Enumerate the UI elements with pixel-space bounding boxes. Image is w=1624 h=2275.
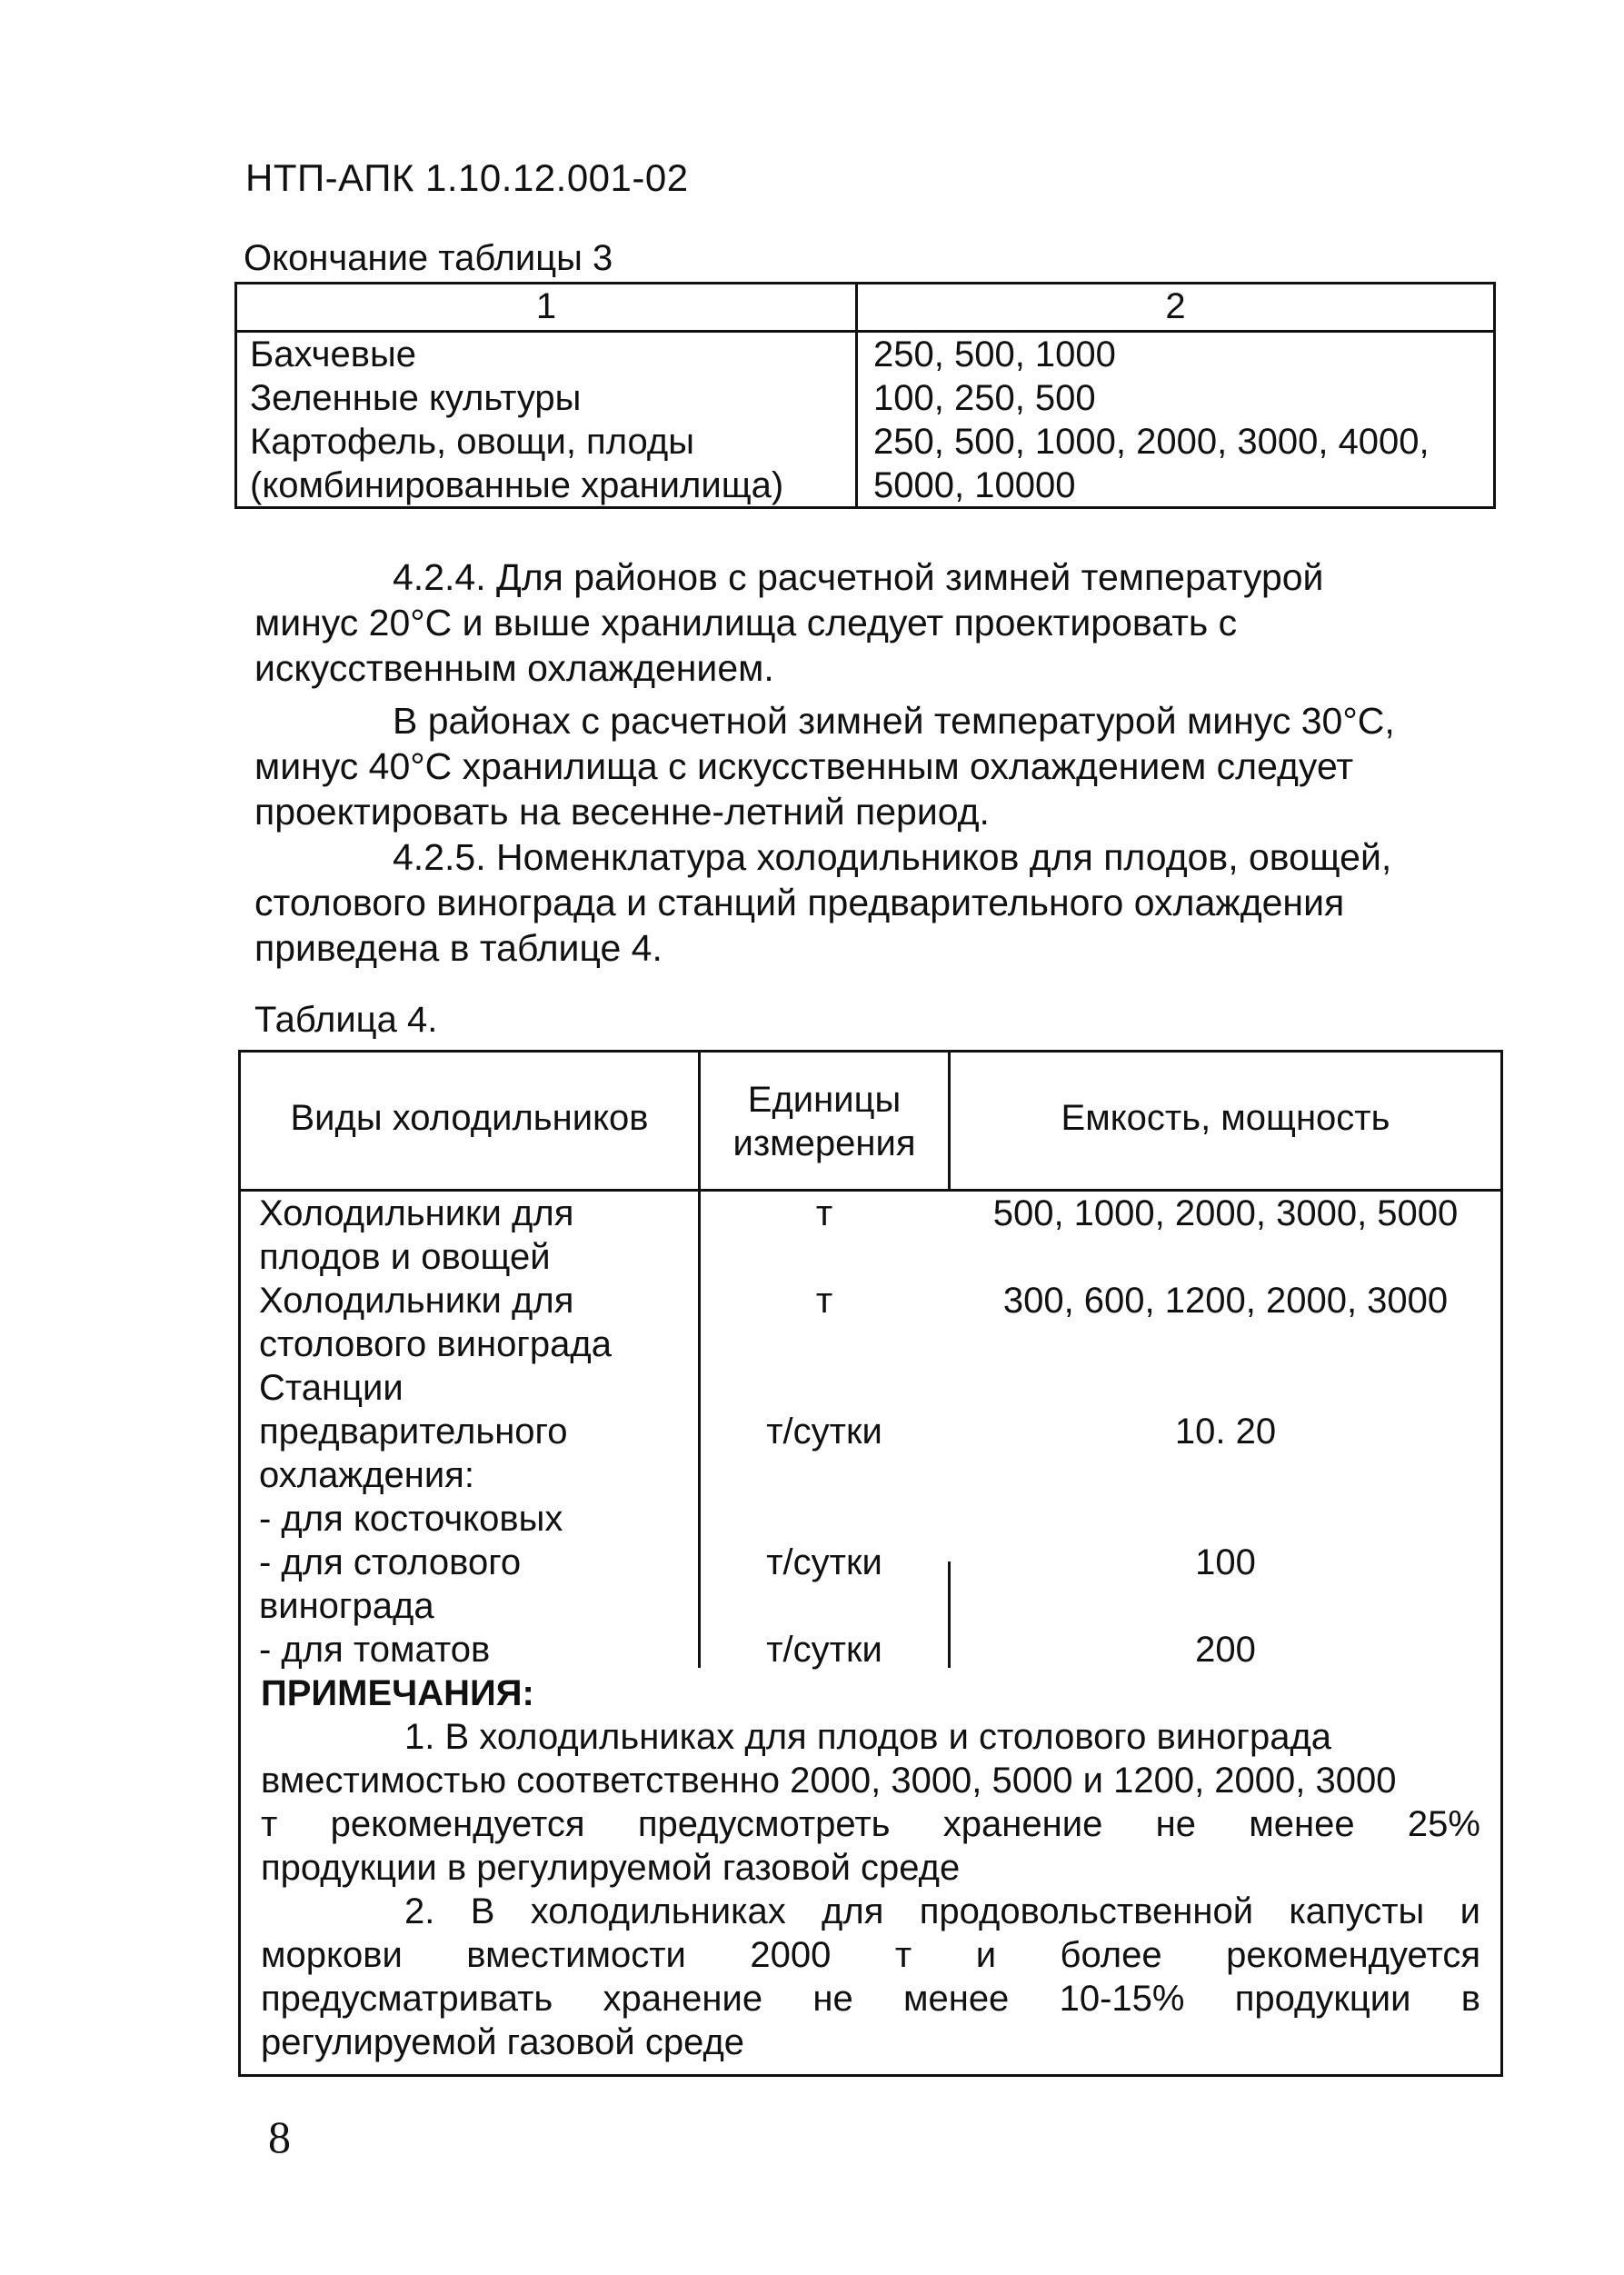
table4-unit: т/сутки <box>766 1630 882 1670</box>
table3-cell: (комбинированные хранилища) <box>250 465 784 505</box>
page-number: 8 <box>268 2111 291 2162</box>
paragraph-line: проектировать на весенне-летний период. <box>254 791 990 833</box>
table3-cell: Бахчевые <box>250 334 416 374</box>
table3-cell: 250, 500, 1000 <box>873 334 1116 374</box>
table4-cell: - для косточковых <box>259 1499 563 1539</box>
table4-cell: Станции <box>259 1368 404 1408</box>
table4-header-types: Виды холодильников <box>290 1098 649 1138</box>
table3 <box>234 282 1496 509</box>
table4-cell: охлаждения: <box>259 1455 474 1495</box>
paragraph-line: 4.2.5. Номенклатура холодильников для плодов, овощей, <box>393 836 1392 878</box>
note2-line: моркови вместимости 2000 т и более рекомендуется <box>261 1935 1480 1975</box>
table4-cell: плодов и овощей <box>259 1237 551 1277</box>
note1-line: вместимостью соответственно 2000, 3000, 5000 и 1200, 2000, 3000 <box>261 1761 1397 1801</box>
table4-value: 500, 1000, 2000, 3000, 5000 <box>992 1193 1459 1233</box>
table3-header-1: 1 <box>535 286 557 326</box>
table3-header-2: 2 <box>1165 286 1186 326</box>
notes-title: ПРИМЕЧАНИЯ: <box>261 1673 534 1713</box>
table4-unit: т <box>815 1281 833 1321</box>
table3-cell: 250, 500, 1000, 2000, 3000, 4000, <box>873 422 1430 462</box>
table4-value: 200 <box>1195 1630 1256 1670</box>
note2-line: 2. В холодильниках для продовольственной капусты и <box>404 1891 1480 1931</box>
table4-cell: винограда <box>259 1586 434 1626</box>
table4 <box>238 1050 1503 2077</box>
table4-header-units: измерения <box>732 1123 916 1163</box>
note1-line: продукции в регулируемой газовой среде <box>261 1848 961 1888</box>
table4-value: 10. 20 <box>1174 1412 1277 1452</box>
table3-cell: Картофель, овощи, плоды <box>250 422 694 462</box>
table4-cell: Холодильники для <box>259 1281 574 1321</box>
note2-line: предусматривать хранение не менее 10-15% продукции в <box>261 1979 1480 2019</box>
paragraph-line: приведена в таблице 4. <box>254 927 663 969</box>
table4-cell: столового винограда <box>259 1324 612 1364</box>
paragraph-line: столового винограда и станций предварительного охлаждения <box>254 882 1345 923</box>
table3-caption: Окончание таблицы 3 <box>244 238 613 278</box>
note2-line: регулируемой газовой среде <box>261 2022 745 2062</box>
table4-cell: Холодильники для <box>259 1193 574 1233</box>
table4-caption: Таблица 4. <box>254 1000 438 1040</box>
paragraph-line: минус 40°С хранилища с искусственным охлаждением следует <box>254 745 1354 787</box>
table4-header-capacity: Емкость, мощность <box>1061 1098 1390 1138</box>
table4-value: 300, 600, 1200, 2000, 3000 <box>1002 1281 1449 1321</box>
table4-unit: т <box>815 1193 833 1233</box>
table3-cell: 100, 250, 500 <box>873 378 1096 418</box>
table4-cell: - для томатов <box>259 1630 491 1670</box>
table3-cell: 5000, 10000 <box>873 465 1076 505</box>
table4-unit: т/сутки <box>766 1412 882 1452</box>
paragraph-line: 4.2.4. Для районов с расчетной зимней температурой <box>393 556 1324 598</box>
table4-unit: т/сутки <box>766 1542 882 1582</box>
paragraph-line: В районах с расчетной зимней температурой минус 30°С, <box>393 700 1395 742</box>
document-code: НТП-АПК 1.10.12.001-02 <box>245 156 689 199</box>
paragraph-line: минус 20°С и выше хранилища следует проектировать с <box>254 602 1238 644</box>
table4-cell: предварительного <box>259 1412 568 1452</box>
note1-line: 1. В холодильниках для плодов и столового винограда <box>404 1717 1332 1757</box>
table4-header-units: Единицы <box>747 1080 902 1120</box>
note1-line: т рекомендуется предусмотреть хранение не менее 25% <box>261 1804 1480 1844</box>
paragraph-line: искусственным охлаждением. <box>254 647 774 689</box>
table4-cell: - для столового <box>259 1542 522 1582</box>
table3-cell: Зеленные культуры <box>250 378 582 418</box>
table4-value: 100 <box>1195 1542 1256 1582</box>
